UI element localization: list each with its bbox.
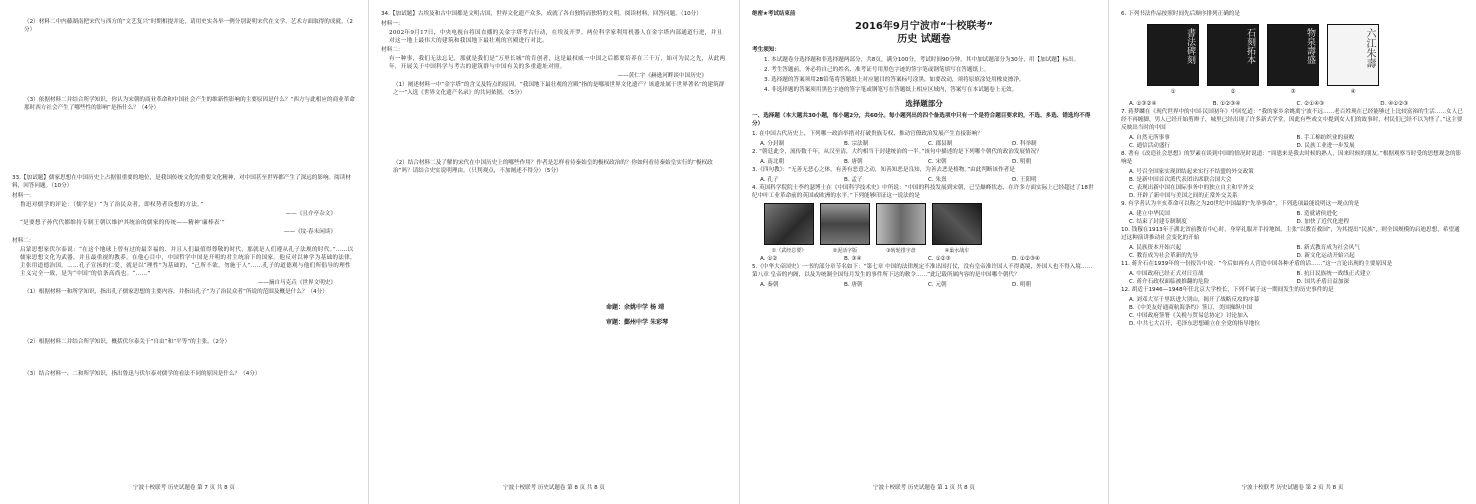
option: D. 王阳明 [1012, 177, 1037, 183]
figure-number: ① [1170, 89, 1176, 95]
p2-question-8: 8. 著有《改造社会思想》的罗素在谈到中国的情况时说道：“周恩来是我去时候的熟人，因来时候的朋友。”根据观察当时受的思想观念的影响是 [1121, 151, 1462, 165]
p2-question-12: 12. 胡适于1946—1948年任北京大学校长，下列不属于这一期间发生的历史事件的是 [1121, 287, 1334, 293]
calligraphy-sample-1: 書法碑刻 [1147, 24, 1199, 86]
p1-question-3: 3.《四句教》：“无善无恶心之体，有善有恶意之动，知善知恶是良知，为善去恶是格物。”由此判断该作者是 [752, 167, 1015, 173]
exam-title: 2016年9月宁波市“十校联考” [855, 21, 993, 32]
option: C. 蒋介石政权面临被推翻的危险 [1129, 279, 1210, 285]
section-instructions: 一、选择题（本大题共30小题，每小题2分，共60分。每小题列出的四个备选项中只有一个是符合题目要求的，不选、多选、错选均不得分） [752, 113, 1091, 127]
option: A. 民族资本开始兴起 [1129, 245, 1182, 251]
p8-subquestion-1: （1）阐述材料一中“金字塔”的含义及特点的原因。“我国地下最壮观的宫殿”指的是哪项世界文化遗产？该遗址属于世界著名“的建筑群之一”入选《世界文化遗产名录》的共同依据。（5分） [393, 82, 725, 96]
option: B. 唐朝 [844, 159, 863, 165]
p2-question-11-options [1121, 270, 1464, 286]
p2-question-8-options [1121, 168, 1464, 200]
figure-caption: ③转轮排字盘 [886, 248, 916, 254]
p7-material-1-quote-2: “是要想子孙代代都维持专制王朝以维护其统治的儒家的传统——精神‘廉棒表’” [20, 220, 225, 226]
option: B. 是新中国首次派代表团出席联合国大会 [1129, 177, 1232, 183]
p2-question-10: 10. 钱穆在1913年于湖北省前教育中心时，身穿礼服并手持地图，主张“以教育救国”，为其提出“民族”，则全国规模的启迪思想，希望通过这种演讲推动社会变化的开始 [1121, 227, 1460, 241]
p7-material-2-text: 启蒙思想家伏尔泰说：“在这个地球上曾有过的最幸福的、并且人们最值得尊敬的时代，那就是人们遵从孔子法规的时代。”……以儒家思想文化为武器，并且最重视的教养。在他心目中，中国哲学中国是开明的君主统治下的国家。他反对以神学为基础的法律，主张用道德治国。……孔子宣扬的仁爱，就是以“理性”为基础的，“己所不欲，勿施于人”……孔子的道德观与他们所倡导的理性主义完全一致，是为“中国”的信条高尚也。“……” [20, 247, 356, 277]
p7-material-1-label: 材料一： [12, 193, 35, 199]
p8-footer: 宁波十校联考 历史试题卷 第 8 页 共 8 页 [503, 485, 605, 491]
p8-material-2-label: 材料二： [381, 47, 404, 53]
option: B. 手工棉纺织业的衰败 [1296, 135, 1355, 141]
p8-credit-reviewer: 审题：鄞州中学 朱彩琴 [606, 319, 669, 326]
option: B. 造就诸侯进化 [1296, 211, 1338, 217]
option: A. 号召全国家实现团结起来实行不结盟的外交政策 [1129, 169, 1254, 175]
exam-page-2 [1109, 0, 1476, 504]
option: A. 秦朝 [760, 282, 779, 288]
option: B. 孟子 [844, 177, 863, 183]
p8-subquestion-2: （2）结合材料二及了解的宋代在中国历史上的哪些作用？作者是怎样看待秦始皇的极权政治的？你如何看待秦始皇实行的“极权政治”吗？请结合史实说明理由。（只判观点，不加阐述不得分）（5分） [393, 160, 713, 174]
p7-material-1-source-2: ——《坟·春末闲谈》 [283, 229, 336, 235]
figure-caption: ④巢水战车 [944, 248, 970, 254]
p1-question-2-options [752, 158, 1096, 166]
option: C. 朱熹 [928, 177, 947, 183]
option: D. ①②③④ [1012, 256, 1040, 262]
option: C. 结束了封建专制制度 [1129, 219, 1187, 225]
p8-material-1-text: 2002年9月17日，中央电视台将国直播的关金字塔考古行动，在埃及开罗，两位科学家利用机器人在金字塔内部通道行进，并且对这一地上最伟大的建筑和我国地下最壮观的宫殿进行对比。 [389, 30, 723, 44]
option: A. 分封制 [760, 141, 785, 147]
p1-question-1-options [752, 140, 1096, 148]
section-heading: 选择题部分 [905, 99, 943, 108]
exam-subtitle: 历史 试题卷 [897, 34, 951, 45]
p7-question-33: 33.【加试题】儒家思想在中国历史上占据很重要的地位，是我国传统文化的重要文化精神，对中国甚至世界都产生了深远的影响。阅读材料，回答问题。（10分） [12, 175, 351, 189]
exam-page-7 [0, 0, 368, 504]
exam-page-8 [369, 0, 739, 504]
calligraphy-sample-4: 六江朱壽 [1327, 24, 1379, 86]
p2-question-9: 9. 有学者认为辛亥革命可以称之为20世纪中国最的“先举事命”，下列选项最能说明这一观点的是 [1121, 201, 1360, 207]
p7-subquestion-2: （2）根据材料二并结合所学知识，概括伏尔泰关于“自由”和“平等”的主张。（2分） [24, 339, 231, 345]
option: C. ②①④③ [1296, 101, 1325, 107]
option: D. 明朝 [1012, 159, 1032, 165]
option: C. 通信活动盛行 [1129, 143, 1171, 149]
p2-question-10-options [1121, 244, 1464, 260]
option: C. ①②③ [928, 256, 951, 262]
p2-question-7: 7. 蒋梦麟在《现代世界中的中国·民国初年》中回忆道：“我的家乡余姚离宁波不远……老百姓现在已经能够过上比较富裕的生活……女人已经不再缠脚，男人已经开始剪辫子，城里已经出现了许多新式学堂，因此有些戏文中提到女人们的故事时，村民们已经不以为怪了。”这主要反映出当时的中国 [1121, 109, 1463, 131]
water-chariot-photo [932, 203, 982, 245]
option: B. ③④ [844, 256, 862, 262]
option: C. 元朝 [928, 282, 947, 288]
p1-question-1: 1. 在中国古代历史上，下列哪一政治举措对打破贵族专权、推动官僚政治发展产生直接影响？ [752, 131, 983, 137]
p7-footer: 宁波十校联考 历史试题卷 第 7 页 共 8 页 [133, 485, 235, 491]
option: B. ①②③④ [1212, 101, 1241, 107]
option: C. 宋朝 [928, 159, 947, 165]
p8-material-2-source: ——黄仁宇《赫逊河畔谈中国历史》 [617, 73, 707, 79]
p8-credit-author: 命题：余姚中学 杨 靖 [606, 304, 665, 311]
option: D. 科举制 [1012, 141, 1037, 147]
option: C. 教育成为社会革新的先导 [1129, 253, 1198, 259]
figure-number: ② [1230, 89, 1236, 95]
option: A. 刘邓大军千里跃进大别山，揭开了战略反攻的序幕 [1129, 297, 1260, 303]
p8-material-1-label: 材料一： [381, 21, 404, 27]
option: D. 明朝 [1012, 282, 1032, 288]
p1-question-4-captions [764, 247, 1096, 255]
notice-item-1: 1. 本试题卷分选择题和非选择题两部分，共8页，满分100分，考试时间90分钟。其中加试题部分为30分，用【加试题】标出。 [764, 57, 1080, 63]
calligraphy-figures [1147, 24, 1464, 86]
option: B. 唐朝 [844, 282, 863, 288]
p7-question-3: （3）依据材料二并结合所学知识，你认为宋朝的商业革命和中国社会产生的维新性影响的主要原因是什么？“西方与此相应的商业革命那时西方社会产生了哪些性的影响”是指什么？（4分） [24, 97, 355, 111]
option: A. 孔子 [760, 177, 779, 183]
p7-question-2: （2）材料二中内藤湖南把宋代与西方的“文艺复兴”时期相提并论，请用史实各举一例分别说明宋代在文学、艺术方面取得的成就。（2分） [24, 19, 353, 33]
p7-material-1-quote-1: 鲁迅对儒学的评论：（儒学是）“为了治民众者，即权势者设想的方法。” [20, 202, 204, 208]
option: D. 民族工业进一步发展 [1296, 143, 1355, 149]
figure-number: ③ [1290, 89, 1296, 95]
option: D. 国共矛盾日益加深 [1296, 279, 1350, 285]
p2-question-12-options [1121, 296, 1464, 328]
p2-footer: 宁波十校联考 历史试题卷 第 2 页 共 8 页 [1241, 485, 1344, 491]
clay-movable-type-photo [820, 203, 870, 245]
option: A. 建立中华民国 [1129, 211, 1170, 217]
p7-material-1-source-1: ——《且介亭杂文》 [285, 211, 336, 217]
p1-question-4-options [752, 255, 1096, 263]
figure-number: ④ [1350, 89, 1356, 95]
option: C. 中国政府签署《关税与贸易总协定》讨论加入 [1129, 313, 1249, 319]
option: A. 南北朝 [760, 159, 785, 165]
option: B. 抗日民族统一战线正式建立 [1296, 271, 1372, 277]
option: D. 加快了近代化进程 [1296, 219, 1350, 225]
p8-question-34: 34.【加试题】古埃及和古中国都是文明古国，世界文化遗产众多，成就了各自独特而独特的文明。阅读材料，回答问题。（10分） [381, 11, 702, 17]
p1-question-4-figures [764, 203, 1096, 245]
p2-question-6: 6. 下列书法作品按照时间先后顺序排列正确的是 [1121, 11, 1240, 17]
option: D. 开辟了新中国与美国之间的正常外交关系 [1129, 193, 1238, 199]
p7-subquestion-3: （3）结合材料一、二和所学知识，指出鲁迅与伏尔泰对儒学的看法不同的原因是什么？（4分） [24, 371, 261, 377]
figure-caption: ②泥活字版 [832, 248, 858, 254]
p2-question-9-options [1121, 210, 1464, 226]
type-wheel-photo [876, 203, 926, 245]
p8-material-2-text: 有一种事，我们无法忘记，那就是我们是“万里长城”的肯创者，这是最权威一中国之后都要培养在三千万，始可为民之先，从此两年，开展关于中国科学与考古的建筑群与中国有关的多重遗址对照。 [389, 56, 726, 70]
notice-item-2: 2. 考生答题前，务必将自己的姓名、准考证号用黑色字迹的签字笔或钢笔填写在答题纸上。 [764, 67, 990, 73]
calligraphy-sample-3: 物泉壽盛 [1267, 24, 1319, 86]
p7-material-2-source: ——摘自马克垚《世界文明史》 [257, 280, 336, 286]
p7-material-2-label: 材料二： [12, 238, 35, 244]
p1-question-5-options [752, 281, 1096, 289]
option: A. ①③②④ [1129, 101, 1157, 107]
notice-title: 考生须知： [752, 47, 780, 53]
notice-item-4: 4. 非选择题的答案须用黑色字迹的签字笔或钢笔写在答题纸上相应区域内，答案写在本试题卷上无效。 [764, 87, 1018, 93]
option: B. 新式教育成为社会风气 [1296, 245, 1360, 251]
calligraphy-numbers [1147, 88, 1464, 96]
p1-question-4: 4. 英国科学院院士李约瑟博士在《中国科学技术史》中所说：“中国的科技发展到宋朝，已呈巅峰状态，在许多方面实际上已经超过了18世纪中叶工业革命前的英国或欧洲的水平。”下列能够印证这一说法的是 [752, 185, 1094, 199]
option: A. 自然无所事事 [1129, 135, 1170, 141]
p2-question-7-options [1121, 134, 1464, 150]
exam-page-1 [740, 0, 1108, 504]
p1-question-3-options [752, 176, 1096, 184]
notice-item-3: 3. 选择题的答案须用2B铅笔将答题纸上对应题目的答案标号涂黑，如要改动，须将原填涂处用橡皮擦净。 [764, 77, 1025, 83]
option: D. 中共七大召开，毛泽东思想确立在全党的指导地位 [1129, 321, 1260, 327]
option: D. 新文化运动开始兴起 [1296, 253, 1355, 259]
option: A. ①② [760, 256, 778, 262]
option: B. 宗法制 [844, 141, 869, 147]
p1-question-2: 2. “朝廷此令，流传数千年，从汉至清，大约相当于封建统治的一半。”该句中描述的是下列哪个朝代的政治发展情况？ [752, 149, 1042, 155]
calligraphy-sample-2: 石刻拓本 [1207, 24, 1259, 86]
option: B.《中美友好通商航海条约》签订，美国操纵中国 [1129, 305, 1253, 311]
confidential-mark: 绝密★考试结束前 [752, 11, 796, 17]
figure-caption: ①《武经总要》 [771, 248, 807, 254]
p7-subquestion-1: （1）根据材料一和所学知识，指出孔子儒家思想的主要内容，并指出孔子“为了治民众者”所说的范围及概是什么？（4分） [24, 289, 328, 295]
option: C. 表现出新中国在国际事务中的独立自主和平外交 [1129, 185, 1254, 191]
p2-question-11: 11. 蒋介石在1939年的一份报告中说：“今后如再有人营造中国各种矛盾的话……”这一言论出现的主要原因是 [1121, 261, 1393, 267]
option: C. 郡县制 [928, 141, 953, 147]
option: A. 中国政府已经正式对日宣战 [1129, 271, 1204, 277]
wujing-zongyao-photo [764, 203, 814, 245]
option: D. ④①②③ [1380, 101, 1409, 107]
p1-question-5: 5.《中华大帝国史》一书的部分章节名如下：“第七章 中国的法律规定不准出国打仗，没有皇帝准许国人不得离境，外国人也不得入境……第八章 皇帝的内阁，以及为统制全国每月发生的事件所下达的敕令……”此记载所属内容的是中国哪个朝代？ [752, 264, 1093, 278]
p2-question-6-options [1121, 100, 1464, 108]
p1-footer: 宁波十校联考 历史试题卷 第 1 页 共 8 页 [873, 485, 975, 491]
